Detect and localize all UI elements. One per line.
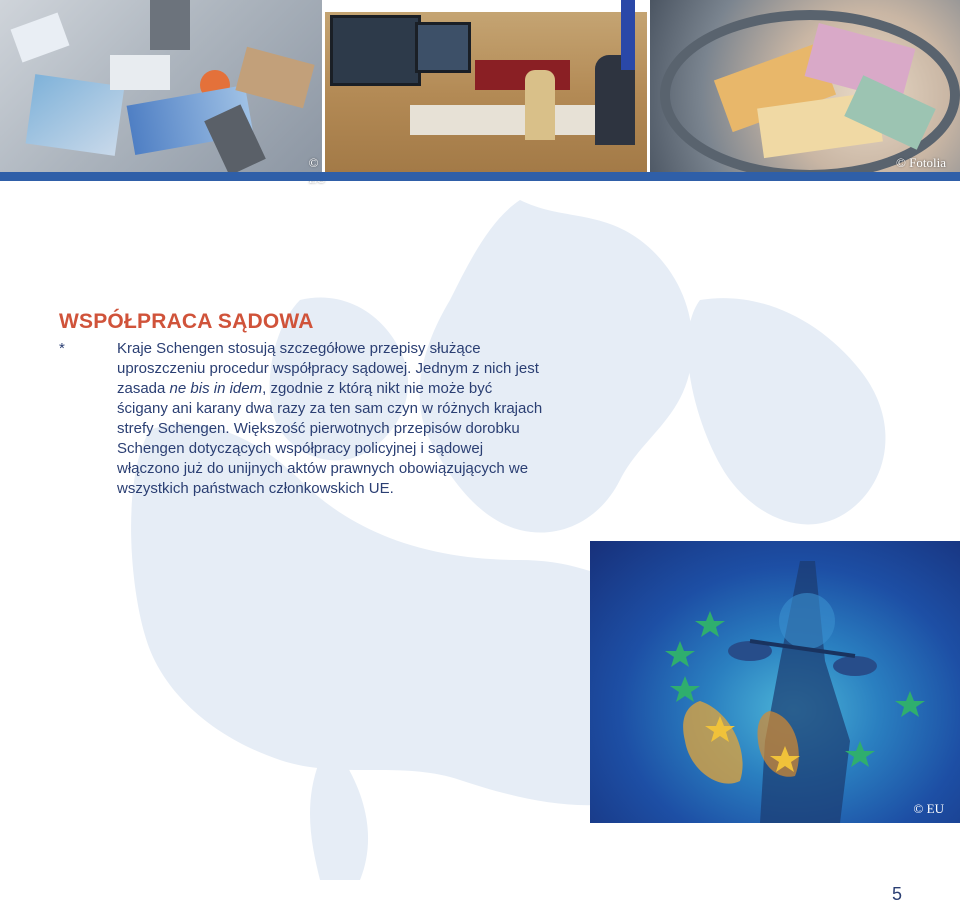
paragraph-text-part1: Kraje Schengen stosują szczegółowe przepisy służące uproszczeniu procedur współpracy sądowej. Jednym z nich jest zasada <box>117 340 539 397</box>
photo-bottom-art <box>590 541 960 823</box>
photo-strip-bar <box>0 172 960 181</box>
paragraph-text-part2: , zgodnie z którą nikt nie może być ścigany ani karany dwa razy za ten sam czyn w różnych krajach strefy Schengen. Większość pierwotnych przepisów dorobku Schengen dotyczących współpracy policyjnej i sądowej włączono już do unijnych aktów prawnych obowiązujących we wszystkich państwach członkowskich UE. <box>117 380 543 497</box>
photo-strip <box>0 0 960 181</box>
photo-videoconference <box>308 0 647 172</box>
body-paragraph <box>117 339 547 499</box>
photo-credit: © EU <box>913 801 944 816</box>
page-number: 5 <box>891 884 902 904</box>
photo-credit: © <box>308 155 319 170</box>
section-heading: WSPÓŁPRACA SĄDOWA <box>59 310 314 333</box>
photo-justice-statue-eu-flag <box>590 541 960 823</box>
photo-counterfeit-evidence <box>0 0 322 172</box>
footnote-marker: * <box>59 340 65 357</box>
latin-phrase: ne bis in idem <box>169 380 263 397</box>
photo-money-in-washing-machine <box>650 0 960 172</box>
photo-credit: © Fotolia <box>896 155 946 170</box>
